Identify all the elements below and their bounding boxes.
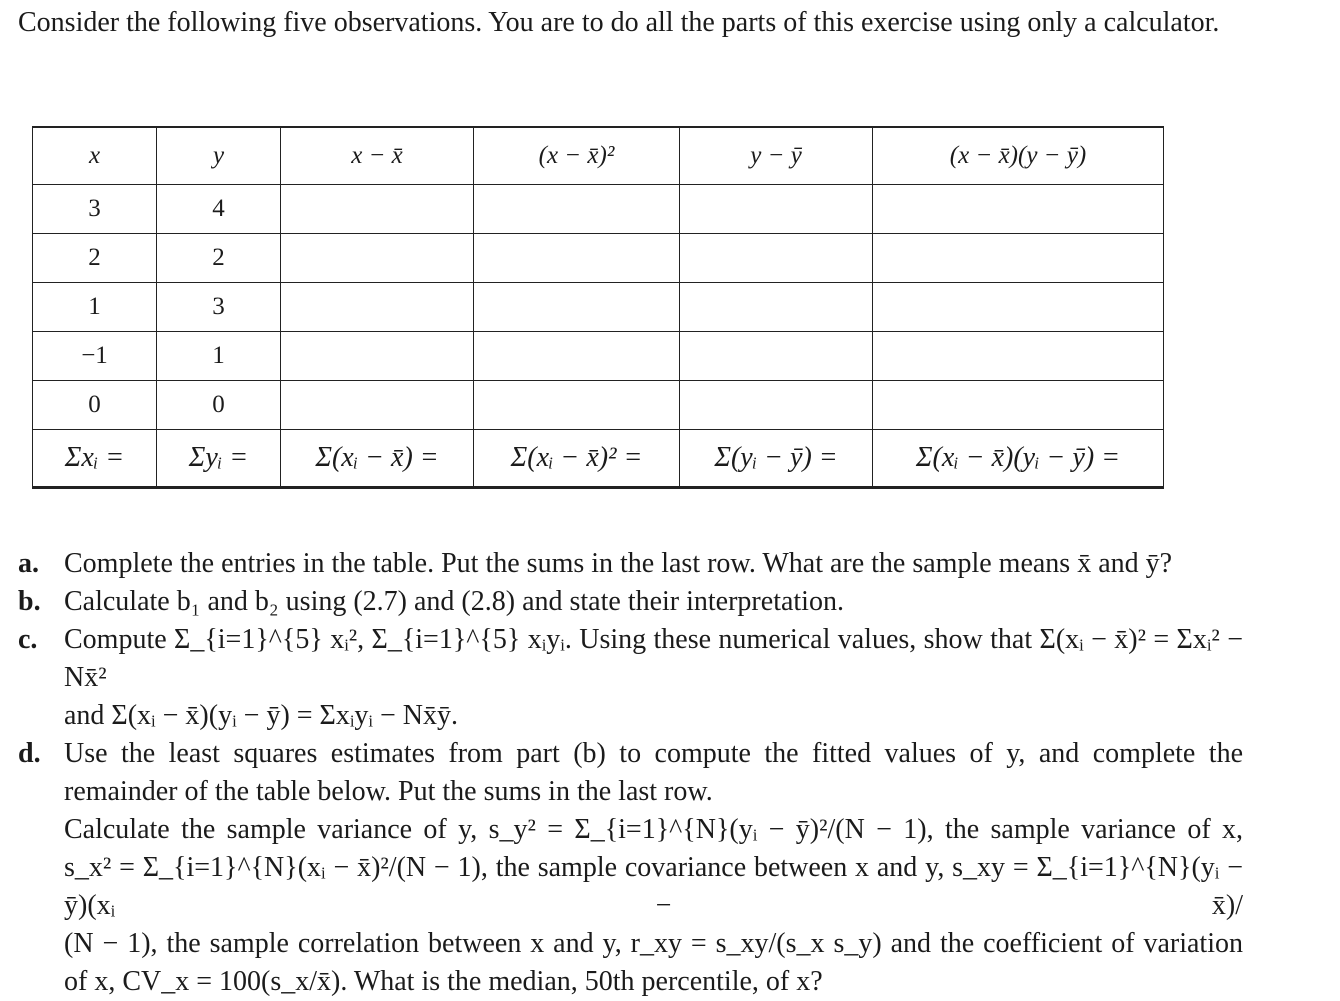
empty-cell xyxy=(474,381,680,430)
empty-cell xyxy=(474,332,680,381)
part-c-label: c. xyxy=(18,624,38,655)
empty-cell xyxy=(281,283,474,332)
part-b xyxy=(18,583,1243,621)
cell-y: 1 xyxy=(157,332,281,381)
empty-cell xyxy=(281,234,474,283)
empty-cell xyxy=(680,381,873,430)
part-d-line-4: of x, CV_x = 100(s_x/x̄). What is the median, 50th percentile, of x? xyxy=(64,966,823,997)
empty-cell xyxy=(873,185,1164,234)
header-xy-dev-product: (x − x̄)(y − ȳ) xyxy=(873,127,1164,185)
empty-cell xyxy=(873,381,1164,430)
empty-cell xyxy=(873,332,1164,381)
empty-cell xyxy=(680,185,873,234)
part-a xyxy=(18,545,1243,583)
sum-x-dev-sq: Σ(xᵢ − x̄)² = xyxy=(474,430,680,488)
sum-y-dev: Σ(yᵢ − ȳ) = xyxy=(680,430,873,488)
empty-cell xyxy=(680,283,873,332)
observations-table xyxy=(32,126,1164,489)
cell-y: 0 xyxy=(157,381,281,430)
cell-x: 1 xyxy=(33,283,157,332)
empty-cell xyxy=(281,332,474,381)
table-row xyxy=(33,283,1164,332)
part-b-text: Calculate b₁ and b₂ using (2.7) and (2.8) and state their interpretation. xyxy=(64,586,844,617)
empty-cell xyxy=(474,234,680,283)
part-d xyxy=(18,735,1243,1001)
intro-text: Consider the following five observations. You are to do all the parts of this exercise using only a calculator. xyxy=(18,7,1220,38)
cell-x: 3 xyxy=(33,185,157,234)
header-x: x xyxy=(33,127,157,185)
header-x-dev: x − x̄ xyxy=(281,127,474,185)
sum-x-dev: Σ(xᵢ − x̄) = xyxy=(281,430,474,488)
sum-y: Σyᵢ = xyxy=(157,430,281,488)
empty-cell xyxy=(474,283,680,332)
part-c-line-2: and Σ(xᵢ − x̄)(yᵢ − ȳ) = Σxᵢyᵢ − Nx̄ȳ. xyxy=(64,700,459,731)
part-d-line-1: Calculate the sample variance of y, s_y² = Σ_{i=1}^{N}(yᵢ − ȳ)²/(N − 1), the sample variance of x, xyxy=(64,814,1243,845)
part-d-label: d. xyxy=(18,738,41,769)
part-c xyxy=(18,621,1243,735)
empty-cell xyxy=(873,234,1164,283)
empty-cell xyxy=(474,185,680,234)
table-header-row xyxy=(33,127,1164,185)
empty-cell xyxy=(281,381,474,430)
cell-y: 2 xyxy=(157,234,281,283)
empty-cell xyxy=(680,332,873,381)
part-d-line-3: (N − 1), the sample correlation between x and y, r_xy = s_xy/(s_x s_y) and the coefficient of variation xyxy=(64,928,1243,959)
sum-xy-dev-product: Σ(xᵢ − x̄)(yᵢ − ȳ) = xyxy=(873,430,1164,488)
empty-cell xyxy=(281,185,474,234)
part-c-line-1: Compute Σ_{i=1}^{5} xᵢ², Σ_{i=1}^{5} xᵢyᵢ. Using these numerical values, show that Σ(xᵢ − x̄)² = Σxᵢ² − Nx̄² xyxy=(64,624,1243,693)
part-a-label: a. xyxy=(18,548,39,579)
cell-x: −1 xyxy=(33,332,157,381)
part-b-label: b. xyxy=(18,586,41,617)
cell-y: 3 xyxy=(157,283,281,332)
table-row xyxy=(33,234,1164,283)
cell-x: 2 xyxy=(33,234,157,283)
table-row xyxy=(33,332,1164,381)
table-row xyxy=(33,185,1164,234)
header-x-dev-sq: (x − x̄)² xyxy=(474,127,680,185)
part-a-text: Complete the entries in the table. Put the sums in the last row. What are the sample means x̄ and ȳ? xyxy=(64,548,1173,579)
part-d-line-2: s_x² = Σ_{i=1}^{N}(xᵢ − x̄)²/(N − 1), the sample covariance between x and y, s_xy = Σ_{i=1}^{N}(yᵢ − ȳ)(xᵢ − x̄)/ xyxy=(64,852,1243,921)
sum-x: Σxᵢ = xyxy=(33,430,157,488)
cell-x: 0 xyxy=(33,381,157,430)
header-y: y xyxy=(157,127,281,185)
table-row xyxy=(33,381,1164,430)
exercise-parts xyxy=(18,545,1243,1001)
part-d-paragraph-1: Use the least squares estimates from part (b) to compute the fitted values of y, and complete the remainder of the table below. Put the sums in the last row. xyxy=(64,738,1243,807)
empty-cell xyxy=(873,283,1164,332)
empty-cell xyxy=(680,234,873,283)
cell-y: 4 xyxy=(157,185,281,234)
table-sums-row xyxy=(33,430,1164,488)
header-y-dev: y − ȳ xyxy=(680,127,873,185)
